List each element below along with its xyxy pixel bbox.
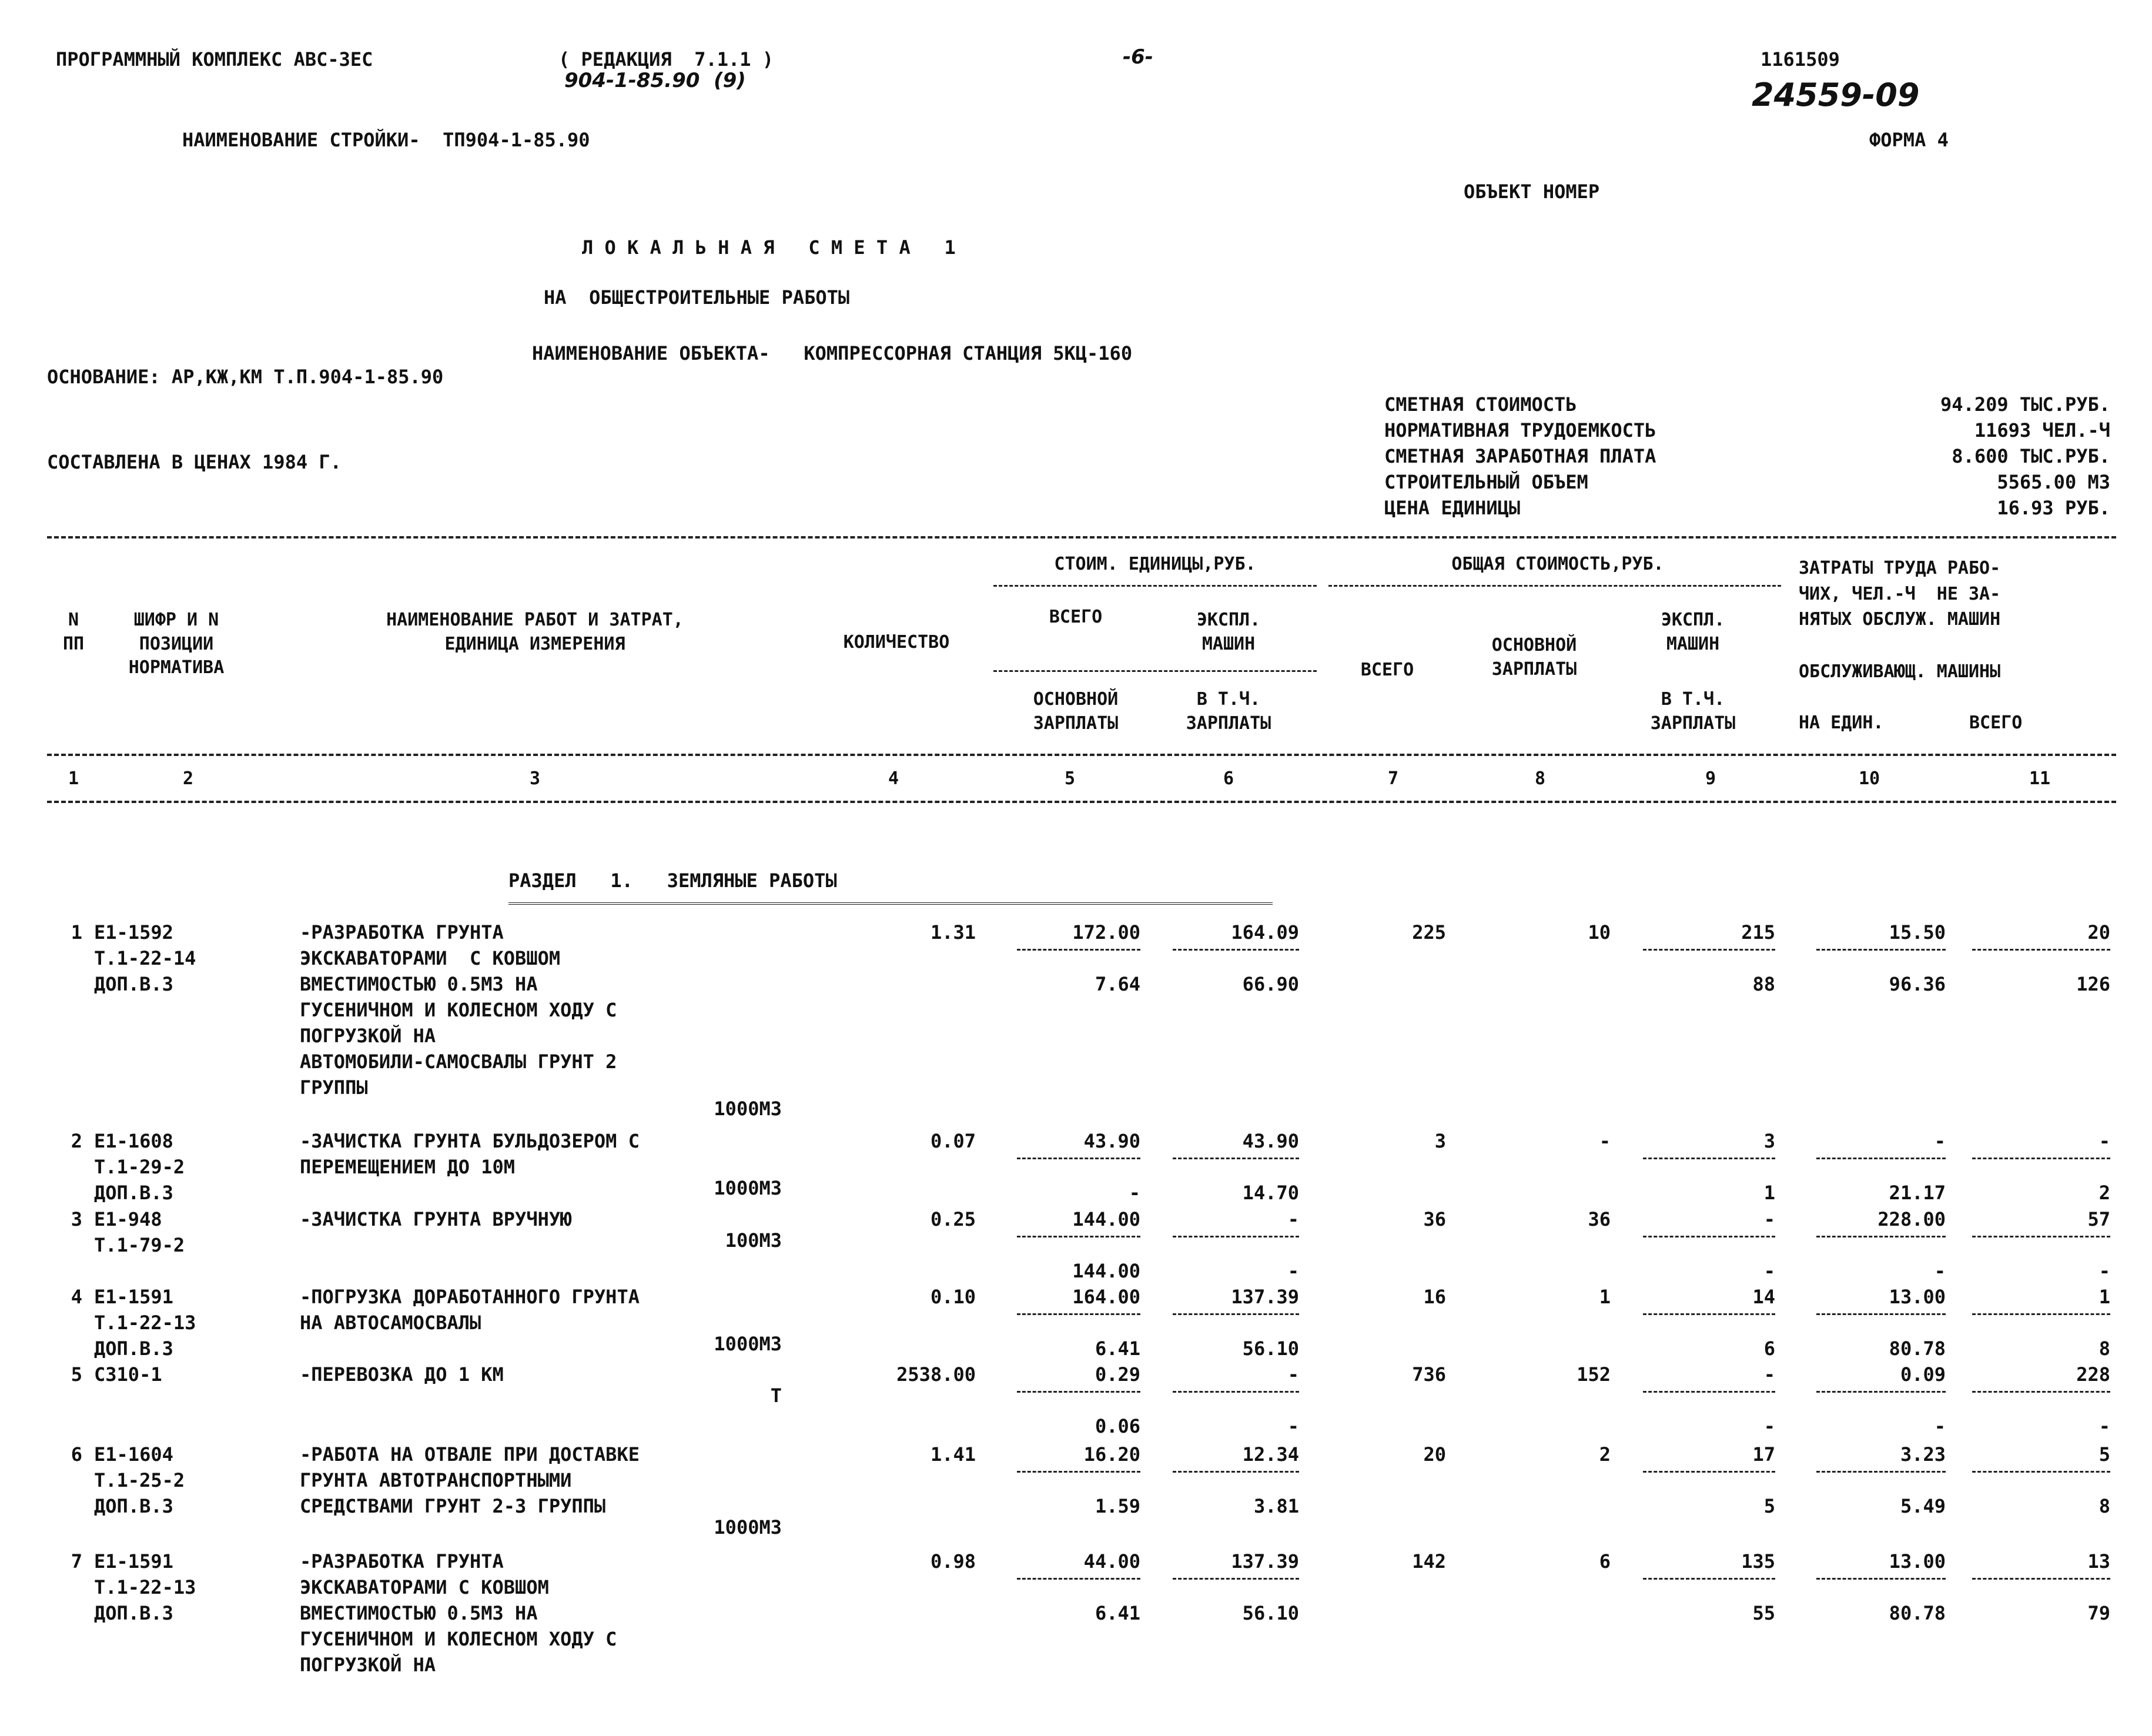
col-number: 9 xyxy=(1705,768,1716,789)
row-code: ДОП.В.3 xyxy=(94,1495,173,1517)
row-labor-machines-total: - xyxy=(2099,1260,2110,1282)
cell-separator xyxy=(1017,1578,1140,1580)
row-labor-machines-total: 79 xyxy=(2087,1602,2110,1624)
col-header-name: НАИМЕНОВАНИЕ РАБОТ И ЗАТРАТ, ЕДИНИЦА ИЗМЕРЕНИЯ xyxy=(386,610,684,654)
row-total-machine: 14 xyxy=(1752,1286,1775,1308)
row-name: -ПЕРЕВОЗКА ДО 1 КМ xyxy=(300,1363,504,1386)
row-name: ГУСЕНИЧНОМ И КОЛЕСНОМ ХОДУ С xyxy=(300,1628,617,1650)
doc-number: 1161509 xyxy=(1761,48,1840,71)
row-total-incl-wage: 6 xyxy=(1763,1337,1775,1360)
group-header-unit-cost: СТОИМ. ЕДИНИЦЫ,РУБ. xyxy=(1054,554,1256,574)
row-quantity: 2538.00 xyxy=(896,1363,976,1386)
row-unit-total: 164.00 xyxy=(1072,1286,1140,1308)
row-name: СРЕДСТВАМИ ГРУНТ 2-3 ГРУППЫ xyxy=(300,1495,606,1517)
cell-separator xyxy=(1017,1236,1140,1237)
program-name: ПРОГРАММНЫЙ КОМПЛЕКС АВС-ЗЕС xyxy=(56,48,373,71)
cell-separator xyxy=(1173,1578,1299,1580)
row-unit-total: 172.00 xyxy=(1072,921,1140,944)
col-header-total-all: ВСЕГО xyxy=(1360,660,1414,680)
col-number: 6 xyxy=(1223,768,1234,789)
row-total-all: 142 xyxy=(1412,1550,1446,1573)
row-name: НА АВТОСАМОСВАЛЫ xyxy=(300,1312,481,1334)
row-number: 4 xyxy=(71,1286,82,1308)
basis: ОСНОВАНИЕ: АР,КЖ,КМ Т.П.904-1-85.90 xyxy=(47,366,444,388)
cell-separator xyxy=(1816,1313,1946,1315)
summary-label: НОРМАТИВНАЯ ТРУДОЕМКОСТЬ xyxy=(1384,419,1656,441)
cell-separator xyxy=(1816,1158,1946,1159)
row-total-all: 225 xyxy=(1412,921,1446,944)
col-header-qty: КОЛИЧЕСТВО xyxy=(843,632,950,653)
row-unit-total: 144.00 xyxy=(1072,1208,1140,1230)
summary-label: СМЕТНАЯ ЗАРАБОТНАЯ ПЛАТА xyxy=(1384,445,1656,467)
row-code: Т.1-22-14 xyxy=(94,947,196,969)
row-code: Е1-1592 xyxy=(94,921,173,944)
row-labor-machines-total: - xyxy=(2099,1415,2110,1437)
row-labor-unit: 3.23 xyxy=(1900,1443,1946,1466)
row-name: ЭКСКАВАТОРАМИ С КОВШОМ xyxy=(300,947,561,969)
row-unit: 1000М3 xyxy=(714,1098,782,1120)
row-total-wage: - xyxy=(1599,1130,1611,1152)
row-labor-total: - xyxy=(2099,1130,2110,1152)
row-name: ВМЕСТИМОСТЬЮ 0.5М3 НА xyxy=(300,1602,538,1624)
col-number: 2 xyxy=(182,768,194,789)
row-total-wage: 1 xyxy=(1599,1286,1611,1308)
cell-separator xyxy=(1816,1471,1946,1473)
row-labor-unit: 228.00 xyxy=(1877,1208,1946,1230)
row-code: Т.1-79-2 xyxy=(94,1234,185,1256)
row-total-all: 16 xyxy=(1423,1286,1446,1308)
cell-separator xyxy=(1816,1391,1946,1393)
cell-separator xyxy=(1173,1236,1299,1237)
row-name: ПЕРЕМЕЩЕНИЕМ ДО 10М xyxy=(300,1156,516,1178)
summary-value: 11693 ЧЕЛ.-Ч xyxy=(1974,419,2110,441)
row-unit-machine: - xyxy=(1287,1208,1299,1230)
page-mark: -6- xyxy=(1123,45,1153,69)
row-quantity: 1.41 xyxy=(930,1443,976,1466)
row-unit-wage: 144.00 xyxy=(1072,1260,1140,1282)
summary-label: СМЕТНАЯ СТОИМОСТЬ xyxy=(1384,393,1577,416)
row-labor-machines-unit: 96.36 xyxy=(1889,973,1946,995)
cell-separator xyxy=(1017,1313,1140,1315)
row-total-wage: 2 xyxy=(1599,1443,1611,1466)
row-code: Е1-1591 xyxy=(94,1550,173,1573)
summary-label: СТРОИТЕЛЬНЫЙ ОБЪЕМ xyxy=(1384,471,1588,493)
row-code: ДОП.В.3 xyxy=(94,973,173,995)
row-code: Е1-1604 xyxy=(94,1443,173,1466)
cell-separator xyxy=(1643,1578,1775,1580)
cell-separator xyxy=(1816,1236,1946,1237)
row-unit: 1000М3 xyxy=(714,1333,782,1355)
col-header-unit-wage: ОСНОВНОЙ ЗАРПЛАТЫ xyxy=(1033,689,1119,734)
col-header-unit-incl-wage: В Т.Ч. ЗАРПЛАТЫ xyxy=(1186,689,1271,734)
cell-separator xyxy=(1017,949,1140,951)
row-unit-machine: 137.39 xyxy=(1231,1286,1299,1308)
row-unit-machine: 12.34 xyxy=(1242,1443,1299,1466)
row-number: 1 xyxy=(71,921,82,944)
cell-separator xyxy=(1173,1158,1299,1159)
row-labor-total: 20 xyxy=(2087,921,2110,944)
row-labor-machines-unit: 80.78 xyxy=(1889,1602,1946,1624)
row-labor-total: 228 xyxy=(2076,1363,2110,1386)
row-labor-machines-total: 2 xyxy=(2099,1182,2110,1204)
row-unit-wage: 6.41 xyxy=(1095,1337,1140,1360)
row-labor-total: 1 xyxy=(2099,1286,2110,1308)
cell-separator xyxy=(1643,1391,1775,1393)
row-total-all: 3 xyxy=(1434,1130,1446,1152)
col-number: 1 xyxy=(68,768,79,789)
handwritten-number: 24559-09 xyxy=(1752,76,1920,113)
row-total-all: 736 xyxy=(1412,1363,1446,1386)
row-total-wage: 6 xyxy=(1599,1550,1611,1573)
object-name: НАИМЕНОВАНИЕ ОБЪЕКТА- КОМПРЕССОРНАЯ СТАНЦИЯ 5КЦ-160 xyxy=(532,342,1133,364)
col-number: 7 xyxy=(1387,768,1399,789)
row-name: -ЗАЧИСТКА ГРУНТА БУЛЬДОЗЕРОМ С xyxy=(300,1130,640,1152)
col-header-labor-total: ВСЕГО xyxy=(1969,713,2023,733)
row-unit-incl-wage: - xyxy=(1287,1260,1299,1282)
cell-separator xyxy=(1972,1471,2110,1473)
row-unit-machine: 164.09 xyxy=(1231,921,1299,944)
cell-separator xyxy=(1173,1391,1299,1393)
row-name: -РАБОТА НА ОТВАЛЕ ПРИ ДОСТАВКЕ xyxy=(300,1443,640,1466)
row-labor-machines-total: 126 xyxy=(2076,973,2110,995)
row-code: Е1-948 xyxy=(94,1208,162,1230)
row-labor-machines-total: 8 xyxy=(2099,1495,2110,1517)
row-quantity: 1.31 xyxy=(930,921,976,944)
row-total-machine: 215 xyxy=(1741,921,1775,944)
summary-label: ЦЕНА ЕДИНИЦЫ xyxy=(1384,497,1521,519)
cell-separator xyxy=(1972,1313,2110,1315)
summary-value: 8.600 ТЫС.РУБ. xyxy=(1952,445,2110,467)
row-code: Е1-1608 xyxy=(94,1130,173,1152)
group-header-total-cost: ОБЩАЯ СТОИМОСТЬ,РУБ. xyxy=(1451,554,1664,574)
cell-separator xyxy=(1972,1236,2110,1237)
col-header-total-machine: ЭКСПЛ. МАШИН xyxy=(1661,610,1725,654)
row-unit-total: 44.00 xyxy=(1083,1550,1140,1573)
row-labor-unit: 13.00 xyxy=(1889,1286,1946,1308)
row-total-wage: 36 xyxy=(1588,1208,1611,1230)
row-name: -ПОГРУЗКА ДОРАБОТАННОГО ГРУНТА xyxy=(300,1286,640,1308)
row-total-all: 36 xyxy=(1423,1208,1446,1230)
row-name: ГУСЕНИЧНОМ И КОЛЕСНОМ ХОДУ С xyxy=(300,999,617,1021)
prices-year: СОСТАВЛЕНА В ЦЕНАХ 1984 Г. xyxy=(47,451,342,473)
cell-separator xyxy=(1017,1391,1140,1393)
row-unit-incl-wage: - xyxy=(1287,1415,1299,1437)
col-number: 5 xyxy=(1064,768,1076,789)
col-header-unit-machine: ЭКСПЛ. МАШИН xyxy=(1196,610,1261,654)
works-title: НА ОБЩЕСТРОИТЕЛЬНЫЕ РАБОТЫ xyxy=(544,286,850,309)
row-total-wage: 10 xyxy=(1588,921,1611,944)
construction-name: НАИМЕНОВАНИЕ СТРОЙКИ- ТП904-1-85.90 xyxy=(182,129,590,151)
row-unit: 1000М3 xyxy=(714,1516,782,1538)
row-unit-machine: 137.39 xyxy=(1231,1550,1299,1573)
row-name: ГРУНТА АВТОТРАНСПОРТНЫМИ xyxy=(300,1469,572,1491)
object-number: ОБЪЕКТ НОМЕР xyxy=(1464,180,1600,203)
cell-separator xyxy=(1643,949,1775,951)
row-unit-wage: - xyxy=(1129,1182,1140,1204)
row-labor-unit: 15.50 xyxy=(1889,921,1946,944)
row-number: 3 xyxy=(71,1208,82,1230)
row-total-incl-wage: - xyxy=(1763,1260,1775,1282)
row-total-incl-wage: 88 xyxy=(1752,973,1775,995)
row-name: ГРУППЫ xyxy=(300,1076,368,1099)
cell-separator xyxy=(1972,1158,2110,1159)
row-unit-total: 16.20 xyxy=(1083,1443,1140,1466)
row-labor-machines-total: 8 xyxy=(2099,1337,2110,1360)
row-labor-total: 13 xyxy=(2087,1550,2110,1573)
row-code: Т.1-22-13 xyxy=(94,1312,196,1334)
cell-separator xyxy=(1643,1471,1775,1473)
row-unit-machine: - xyxy=(1287,1363,1299,1386)
cell-separator xyxy=(1173,949,1299,951)
row-name: ЭКСКАВАТОРАМИ С КОВШОМ xyxy=(300,1576,549,1598)
edition: ( РЕДАКЦИЯ 7.1.1 ) xyxy=(558,48,774,71)
header-rule xyxy=(993,585,1317,587)
form-label: ФОРМА 4 xyxy=(1869,129,1949,151)
summary-value: 16.93 РУБ. xyxy=(1997,497,2110,519)
header-rule xyxy=(993,670,1317,672)
row-unit-incl-wage: 3.81 xyxy=(1253,1495,1299,1517)
row-total-machine: - xyxy=(1763,1363,1775,1386)
row-total-incl-wage: 1 xyxy=(1763,1182,1775,1204)
col-header-unit-total: ВСЕГО xyxy=(1049,607,1103,627)
row-unit-wage: 6.41 xyxy=(1095,1602,1140,1624)
cell-separator xyxy=(1972,1391,2110,1393)
row-unit-wage: 7.64 xyxy=(1095,973,1140,995)
row-unit-machine: 43.90 xyxy=(1242,1130,1299,1152)
row-quantity: 0.10 xyxy=(930,1286,976,1308)
row-unit: Т xyxy=(770,1384,782,1407)
row-total-wage: 152 xyxy=(1577,1363,1611,1386)
row-labor-machines-unit: 5.49 xyxy=(1900,1495,1946,1517)
row-unit-incl-wage: 66.90 xyxy=(1242,973,1299,995)
row-name: ВМЕСТИМОСТЬЮ 0.5М3 НА xyxy=(300,973,538,995)
row-unit-incl-wage: 14.70 xyxy=(1242,1182,1299,1204)
handwritten-code: 904-1-85.90 (9) xyxy=(564,69,746,92)
row-unit-wage: 1.59 xyxy=(1095,1495,1140,1517)
row-labor-unit: 13.00 xyxy=(1889,1550,1946,1573)
row-quantity: 0.25 xyxy=(930,1208,976,1230)
row-total-all: 20 xyxy=(1423,1443,1446,1466)
row-labor-unit: 0.09 xyxy=(1900,1363,1946,1386)
row-name: -ЗАЧИСТКА ГРУНТА ВРУЧНУЮ xyxy=(300,1208,572,1230)
row-code: ДОП.В.3 xyxy=(94,1182,173,1204)
cell-separator xyxy=(1816,1578,1946,1580)
cell-separator xyxy=(1972,949,2110,951)
row-total-incl-wage: 5 xyxy=(1763,1495,1775,1517)
cell-separator xyxy=(1643,1158,1775,1159)
cell-separator xyxy=(1816,949,1946,951)
row-unit: 1000М3 xyxy=(714,1177,782,1199)
cell-separator xyxy=(1017,1471,1140,1473)
row-unit-incl-wage: 56.10 xyxy=(1242,1602,1299,1624)
column-numbers-bottom-rule xyxy=(47,801,2116,803)
col-number: 10 xyxy=(1858,768,1880,789)
row-labor-machines-unit: 21.17 xyxy=(1889,1182,1946,1204)
summary-value: 94.209 ТЫС.РУБ. xyxy=(1940,393,2110,416)
header-rule xyxy=(1328,585,1781,587)
row-code: ДОП.В.3 xyxy=(94,1602,173,1624)
row-number: 2 xyxy=(71,1130,82,1152)
row-labor-total: 57 xyxy=(2087,1208,2110,1230)
header-bottom-rule xyxy=(47,754,2116,756)
row-labor-machines-unit: - xyxy=(1934,1415,1946,1437)
row-name: ПОГРУЗКОЙ НА xyxy=(300,1654,436,1676)
row-code: Т.1-29-2 xyxy=(94,1156,185,1178)
row-unit: 100М3 xyxy=(725,1229,782,1252)
row-labor-unit: - xyxy=(1934,1130,1946,1152)
cell-separator xyxy=(1017,1158,1140,1159)
cell-separator xyxy=(1972,1578,2110,1580)
group-header-labor: ЗАТРАТЫ ТРУДА РАБО- ЧИХ, ЧЕЛ.-Ч НЕ ЗА- НЯТЫХ ОБСЛУЖ. МАШИН xyxy=(1799,558,2001,630)
col-number: 3 xyxy=(529,768,541,789)
cell-separator xyxy=(1643,1236,1775,1237)
section-title: РАЗДЕЛ 1. ЗЕМЛЯНЫЕ РАБОТЫ xyxy=(508,869,837,892)
row-labor-total: 5 xyxy=(2099,1443,2110,1466)
row-total-machine: 17 xyxy=(1752,1443,1775,1466)
row-number: 6 xyxy=(71,1443,82,1466)
row-number: 7 xyxy=(71,1550,82,1573)
cell-separator xyxy=(1643,1313,1775,1315)
row-total-incl-wage: 55 xyxy=(1752,1602,1775,1624)
table-top-rule xyxy=(47,536,2116,538)
col-header-code: ШИФР И N ПОЗИЦИИ НОРМАТИВА xyxy=(128,610,225,678)
row-name: -РАЗРАБОТКА ГРУНТА xyxy=(300,1550,504,1573)
row-code: Т.1-22-13 xyxy=(94,1576,196,1598)
row-code: Е1-1591 xyxy=(94,1286,173,1308)
summary-value: 5565.00 М3 xyxy=(1997,471,2110,493)
row-code: ДОП.В.3 xyxy=(94,1337,173,1360)
row-name: АВТОМОБИЛИ-САМОСВАЛЫ ГРУНТ 2 xyxy=(300,1051,617,1073)
col-header-labor-unit: НА ЕДИН. xyxy=(1799,713,1884,733)
row-total-machine: 3 xyxy=(1763,1130,1775,1152)
row-name: ПОГРУЗКОЙ НА xyxy=(300,1025,436,1047)
col-header-total-incl-wage: В Т.Ч. ЗАРПЛАТЫ xyxy=(1650,689,1736,734)
row-total-machine: - xyxy=(1763,1208,1775,1230)
row-labor-machines-unit: 80.78 xyxy=(1889,1337,1946,1360)
cell-separator xyxy=(1173,1313,1299,1315)
row-unit-total: 0.29 xyxy=(1095,1363,1140,1386)
col-number: 11 xyxy=(2029,768,2051,789)
col-header-labor-machines: ОБСЛУЖИВАЮЩ. МАШИНЫ xyxy=(1799,661,2001,682)
col-header-no: N ПП xyxy=(62,610,85,654)
estimate-title: Л О К А Л Ь Н А Я С М Е Т А 1 xyxy=(582,236,956,259)
cell-separator xyxy=(1173,1471,1299,1473)
row-labor-machines-unit: - xyxy=(1934,1260,1946,1282)
section-underline xyxy=(508,902,1273,905)
row-total-incl-wage: - xyxy=(1763,1415,1775,1437)
row-quantity: 0.07 xyxy=(930,1130,976,1152)
row-name: -РАЗРАБОТКА ГРУНТА xyxy=(300,921,504,944)
col-number: 4 xyxy=(888,768,899,789)
row-total-machine: 135 xyxy=(1741,1550,1775,1573)
row-number: 5 xyxy=(71,1363,82,1386)
row-unit-total: 43.90 xyxy=(1083,1130,1140,1152)
row-unit-incl-wage: 56.10 xyxy=(1242,1337,1299,1360)
row-code: Т.1-25-2 xyxy=(94,1469,185,1491)
col-header-total-wage: ОСНОВНОЙ ЗАРПЛАТЫ xyxy=(1491,635,1577,680)
col-number: 8 xyxy=(1534,768,1546,789)
row-code: С310-1 xyxy=(94,1363,162,1386)
row-unit-wage: 0.06 xyxy=(1095,1415,1140,1437)
row-quantity: 0.98 xyxy=(930,1550,976,1573)
